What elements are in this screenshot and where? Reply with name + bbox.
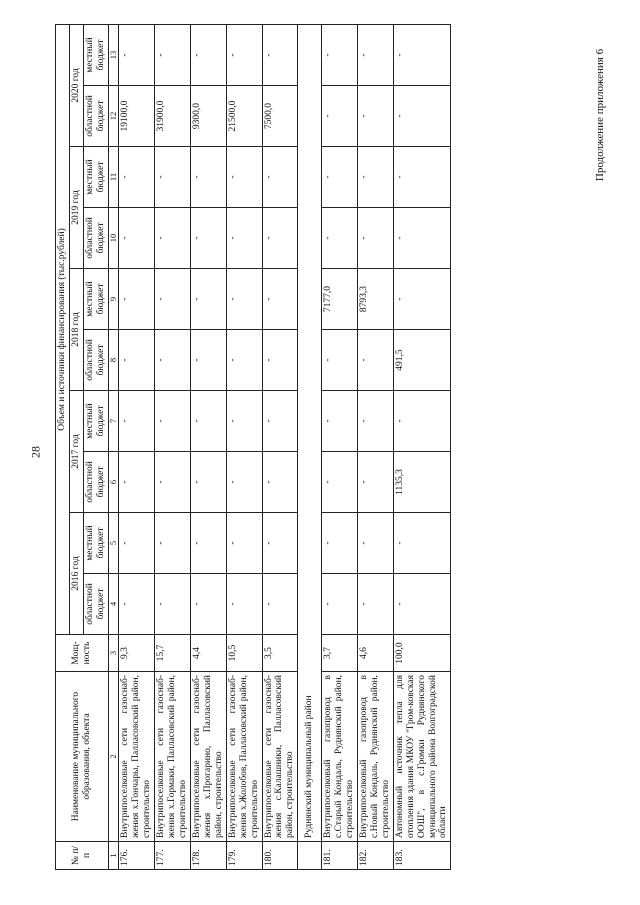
object-name: Внутрипоселковые сети газоснаб-жения х.Прогарино, Палласовский район, строительство [190, 672, 226, 842]
capacity-value: 4,4 [190, 635, 226, 672]
funding-value: - [357, 147, 393, 208]
header-local: местный бюджет [83, 147, 108, 208]
header-name: Наименование муниципального образования, объекта [56, 672, 109, 842]
col-number: 5 [108, 513, 119, 574]
funding-value: - [190, 513, 226, 574]
funding-value: - [119, 208, 155, 269]
page-number: 28 [28, 446, 43, 458]
capacity-value: 9,3 [119, 635, 155, 672]
row-number: 177. [155, 842, 191, 870]
funding-value: - [155, 269, 191, 330]
header-year: 2018 год [69, 269, 83, 391]
funding-value: - [155, 391, 191, 452]
funding-value: - [322, 86, 358, 147]
header-local: местный бюджет [83, 24, 108, 85]
funding-value: - [226, 330, 262, 391]
section-spacer [298, 842, 322, 870]
object-name: Внутрипоселковый газопровод в с.Старый Кондаль, Руднянский район, строительство [322, 672, 358, 842]
header-capacity: Мощ-ность [56, 635, 109, 672]
funding-value: - [155, 147, 191, 208]
funding-value: 7500,0 [262, 86, 298, 147]
funding-value: - [190, 147, 226, 208]
funding-value: - [190, 269, 226, 330]
funding-value: - [393, 391, 451, 452]
table-row [119, 24, 155, 869]
funding-value: 31900,0 [155, 86, 191, 147]
header-local: местный бюджет [83, 269, 108, 330]
col-number: 10 [108, 208, 119, 269]
funding-value: - [226, 208, 262, 269]
col-number: 3 [108, 635, 119, 672]
header-regional: областной бюджет [83, 452, 108, 513]
funding-value: - [393, 24, 451, 85]
rotated-sheet [55, 25, 595, 870]
funding-value: - [393, 147, 451, 208]
header-funding: Объем и источники финансирования (тыс.рублей) [56, 24, 70, 634]
header-regional: областной бюджет [83, 86, 108, 147]
col-number: 4 [108, 574, 119, 635]
funding-value: - [357, 208, 393, 269]
funding-value: - [190, 574, 226, 635]
funding-value: - [190, 24, 226, 85]
header-year: 2017 год [69, 391, 83, 513]
table-row [393, 24, 451, 869]
section-title: Руднянский муниципальный район [298, 24, 322, 841]
funding-value: - [155, 513, 191, 574]
funding-value: 8793,3 [357, 269, 393, 330]
funding-value: - [155, 574, 191, 635]
table-row [262, 24, 298, 869]
funding-value: - [155, 208, 191, 269]
header-year: 2020 год [69, 24, 83, 146]
funding-value: - [226, 513, 262, 574]
table-row [322, 24, 358, 869]
funding-value: - [262, 513, 298, 574]
funding-value: - [357, 391, 393, 452]
capacity-value: 3,7 [322, 635, 358, 672]
header-year: 2019 год [69, 147, 83, 269]
funding-value: - [322, 208, 358, 269]
col-number: 1 [108, 842, 119, 870]
funding-value: - [155, 24, 191, 85]
funding-value: - [119, 513, 155, 574]
funding-value: - [357, 513, 393, 574]
funding-value: - [322, 24, 358, 85]
appendix-caption: Продолжение приложения 6 [594, 48, 606, 182]
object-name: Автономный источник тепла для отопления здания МКОУ "Гром-ковская ООШ", в с.Громки Руднянского муниципального района Волгоградской области [393, 672, 451, 842]
funding-value: - [262, 147, 298, 208]
table-row [190, 24, 226, 869]
header-regional: областной бюджет [83, 574, 108, 635]
funding-value: - [190, 452, 226, 513]
section-row [298, 24, 322, 869]
object-name: Внутрипоселковые сети газоснаб-жения с.Калашники, Палласовский район, строительство [262, 672, 298, 842]
object-name: Внутрипоселковые сети газоснаб-жения х.Жолобов, Палласовский район, строительство [226, 672, 262, 842]
funding-value: - [190, 391, 226, 452]
funding-value: 1135,3 [393, 452, 451, 513]
funding-value: - [357, 330, 393, 391]
col-number: 13 [108, 24, 119, 85]
funding-value: - [119, 330, 155, 391]
header-regional: областной бюджет [83, 330, 108, 391]
funding-value: - [155, 330, 191, 391]
funding-value: - [119, 574, 155, 635]
funding-value: 19100,0 [119, 86, 155, 147]
funding-value: - [262, 330, 298, 391]
capacity-value: 3,5 [262, 635, 298, 672]
capacity-value: 100,0 [393, 635, 451, 672]
funding-value: - [357, 452, 393, 513]
funding-value: - [322, 330, 358, 391]
funding-value: - [119, 391, 155, 452]
funding-value: - [393, 86, 451, 147]
header-local: местный бюджет [83, 513, 108, 574]
funding-value: - [322, 391, 358, 452]
funding-value: - [119, 269, 155, 330]
funding-value: - [262, 269, 298, 330]
row-number: 176. [119, 842, 155, 870]
funding-value: 9300,0 [190, 86, 226, 147]
funding-value: - [262, 574, 298, 635]
col-number: 12 [108, 86, 119, 147]
funding-value: - [262, 391, 298, 452]
col-number: 11 [108, 147, 119, 208]
col-number: 7 [108, 391, 119, 452]
funding-value: 7177,0 [322, 269, 358, 330]
funding-value: - [357, 574, 393, 635]
funding-value: - [226, 391, 262, 452]
funding-value: - [226, 269, 262, 330]
row-number: 178. [190, 842, 226, 870]
funding-value: - [155, 452, 191, 513]
funding-value: 21500,0 [226, 86, 262, 147]
funding-value: - [226, 147, 262, 208]
funding-table [55, 24, 451, 870]
funding-value: - [119, 147, 155, 208]
funding-value: - [190, 330, 226, 391]
col-number: 8 [108, 330, 119, 391]
col-number: 9 [108, 269, 119, 330]
funding-value: - [226, 24, 262, 85]
header-regional: областной бюджет [83, 208, 108, 269]
object-name: Внутрипоселковые сети газоснаб-жения х.Гормаки, Палласовский район, строительство [155, 672, 191, 842]
funding-value: - [262, 452, 298, 513]
funding-value: - [119, 452, 155, 513]
object-name: Внутрипоселковые сети газоснаб-жения х.Гончары, Палласовский район, строительство [119, 672, 155, 842]
funding-value: - [357, 86, 393, 147]
funding-value: - [393, 574, 451, 635]
funding-value: 491,5 [393, 330, 451, 391]
row-number: 181. [322, 842, 358, 870]
capacity-value: 10,5 [226, 635, 262, 672]
funding-value: - [190, 208, 226, 269]
row-number: 179. [226, 842, 262, 870]
table-row [357, 24, 393, 869]
capacity-value: 4,6 [357, 635, 393, 672]
funding-value: - [226, 452, 262, 513]
header-year: 2016 год [69, 513, 83, 635]
row-number: 180. [262, 842, 298, 870]
funding-value: - [357, 24, 393, 85]
object-name: Внутрипоселковый газопровод в с.Новый Кондаль, Руднянский район, строительство [357, 672, 393, 842]
funding-value: - [262, 24, 298, 85]
funding-value: - [393, 208, 451, 269]
funding-value: - [322, 574, 358, 635]
col-number: 2 [108, 672, 119, 842]
row-number: 183. [393, 842, 451, 870]
table-row [155, 24, 191, 869]
funding-value: - [226, 574, 262, 635]
header-no: № п/п [56, 842, 109, 870]
capacity-value: 15,7 [155, 635, 191, 672]
funding-value: - [393, 269, 451, 330]
table-row [226, 24, 262, 869]
funding-value: - [262, 208, 298, 269]
header-local: местный бюджет [83, 391, 108, 452]
funding-value: - [322, 147, 358, 208]
funding-value: - [322, 452, 358, 513]
funding-value: - [393, 513, 451, 574]
row-number: 182. [357, 842, 393, 870]
funding-value: - [322, 513, 358, 574]
table-body [119, 24, 451, 869]
funding-value: - [119, 24, 155, 85]
col-number: 6 [108, 452, 119, 513]
